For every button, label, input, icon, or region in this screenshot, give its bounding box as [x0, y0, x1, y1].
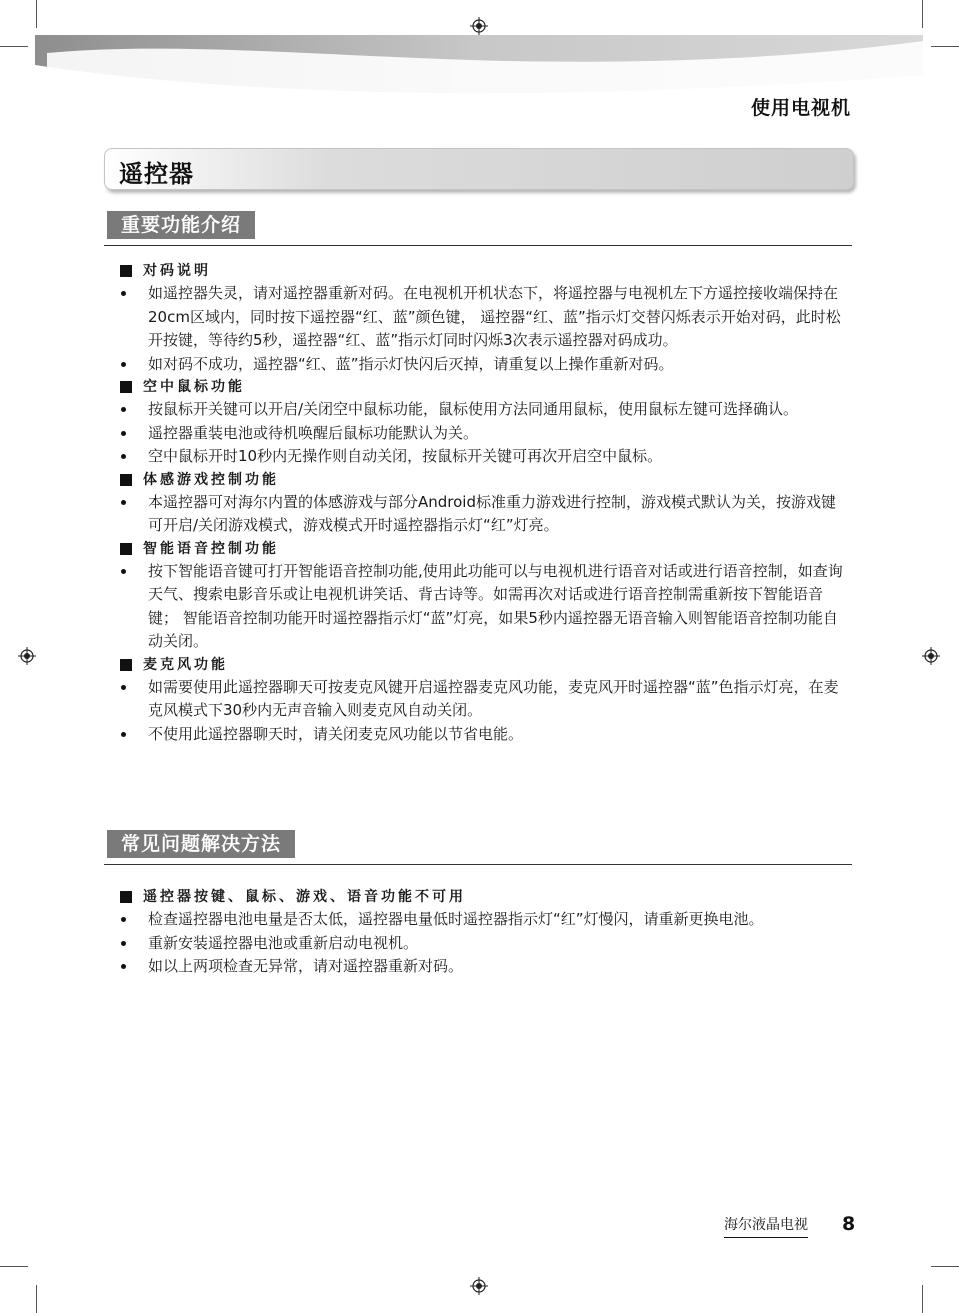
list-item: 遥控器重装电池或待机唤醒后鼠标功能默认为关。: [118, 422, 846, 446]
content-block: [118, 260, 846, 746]
section-title-bar: [104, 148, 854, 190]
section-title: 遥控器: [119, 160, 194, 188]
list-item: 如对码不成功，遥控器“红、蓝”指示灯快闪后灭掉，请重复以上操作重新对码。: [118, 353, 846, 377]
divider: [104, 245, 852, 246]
subsection-heading: 常见问题解决方法: [107, 830, 295, 858]
list-item: 检查遥控器电池电量是否太低，遥控器电量低时遥控器指示灯“红”灯慢闪，请重新更换电池。: [118, 908, 846, 932]
bullet-icon: [121, 732, 126, 737]
topic-heading: 智能语音控制功能: [118, 538, 846, 560]
topic-heading: 空中鼠标功能: [118, 376, 846, 398]
square-bullet-icon: [120, 381, 132, 393]
list-item: 不使用此遥控器聊天时，请关闭麦克风功能以节省电能。: [118, 723, 846, 747]
list-item: 如遥控器失灵，请对遥控器重新对码。在电视机开机状态下，将遥控器与电视机左下方遥控接收端保持在 20cm区域内，同时按下遥控器“红、蓝”颜色键， 遥控器“红、蓝”指示灯交替闪烁表示开始对码，此时松开按键，等待约5秒，遥控器“红、蓝”指示灯同时闪烁3次表示遥控器对码成功。: [118, 282, 846, 353]
square-bullet-icon: [120, 474, 132, 486]
list-item: 按鼠标开关键可以开启/关闭空中鼠标功能，鼠标使用方法同通用鼠标，使用鼠标左键可选择确认。: [118, 398, 846, 422]
bullet-icon: [121, 291, 126, 296]
list-item: 如以上两项检查无异常，请对遥控器重新对码。: [118, 955, 846, 979]
bullet-icon: [121, 362, 126, 367]
page-number: 8: [842, 1213, 856, 1235]
bullet-icon: [121, 454, 126, 459]
crop-mark: [0, 1266, 28, 1267]
topic-heading: 体感游戏控制功能: [118, 469, 846, 491]
registration-mark-icon: [470, 17, 488, 35]
registration-mark-icon: [922, 647, 940, 665]
list-item: 如需要使用此遥控器聊天可按麦克风键开启遥控器麦克风功能，麦克风开时遥控器“蓝”色指示灯亮，在麦克风模式下30秒内无声音输入则麦克风自动关闭。: [118, 676, 846, 723]
square-bullet-icon: [120, 543, 132, 555]
crop-mark: [36, 0, 37, 28]
bullet-icon: [121, 407, 126, 412]
divider: [104, 864, 852, 865]
topic-heading: 遥控器按键、鼠标、游戏、语音功能不可用: [118, 886, 846, 908]
square-bullet-icon: [120, 265, 132, 277]
bullet-icon: [121, 941, 126, 946]
crop-mark: [36, 1285, 37, 1313]
bullet-icon: [121, 500, 126, 505]
topic-heading: 麦克风功能: [118, 654, 846, 676]
crop-mark: [922, 1285, 923, 1313]
bullet-icon: [121, 917, 126, 922]
page-header-title: 使用电视机: [750, 97, 851, 119]
list-item: 重新安装遥控器电池或重新启动电视机。: [118, 932, 846, 956]
registration-mark-icon: [18, 647, 36, 665]
footer-brand: 海尔液晶电视: [724, 1214, 808, 1238]
subsection-heading: 重要功能介绍: [107, 211, 255, 239]
crop-mark: [922, 0, 923, 28]
bullet-icon: [121, 431, 126, 436]
crop-mark: [931, 46, 959, 47]
bullet-icon: [121, 569, 126, 574]
topic-heading: 对码说明: [118, 260, 846, 282]
content-block: [118, 886, 846, 979]
bullet-icon: [121, 964, 126, 969]
square-bullet-icon: [120, 659, 132, 671]
crop-mark: [0, 46, 28, 47]
square-bullet-icon: [120, 891, 132, 903]
bullet-icon: [121, 685, 126, 690]
list-item: 本遥控器可对海尔内置的体感游戏与部分Android标准重力游戏进行控制，游戏模式默认为关，按游戏键可开启/关闭游戏模式，游戏模式开时遥控器指示灯“红”灯亮。: [118, 491, 846, 538]
crop-mark: [931, 1266, 959, 1267]
list-item: 空中鼠标开时10秒内无操作则自动关闭，按鼠标开关键可再次开启空中鼠标。: [118, 445, 846, 469]
list-item: 按下智能语音键可打开智能语音控制功能,使用此功能可以与电视机进行语音对话或进行语音控制，如查询天气、搜索电影音乐或让电视机讲笑话、背古诗等。如需再次对话或进行语音控制需重新按下智能语音键； 智能语音控制功能开时遥控器指示灯“蓝”灯亮，如果5秒内遥控器无语音输入则智能语音控制功能自动关闭。: [118, 560, 846, 654]
registration-mark-icon: [470, 1277, 488, 1295]
